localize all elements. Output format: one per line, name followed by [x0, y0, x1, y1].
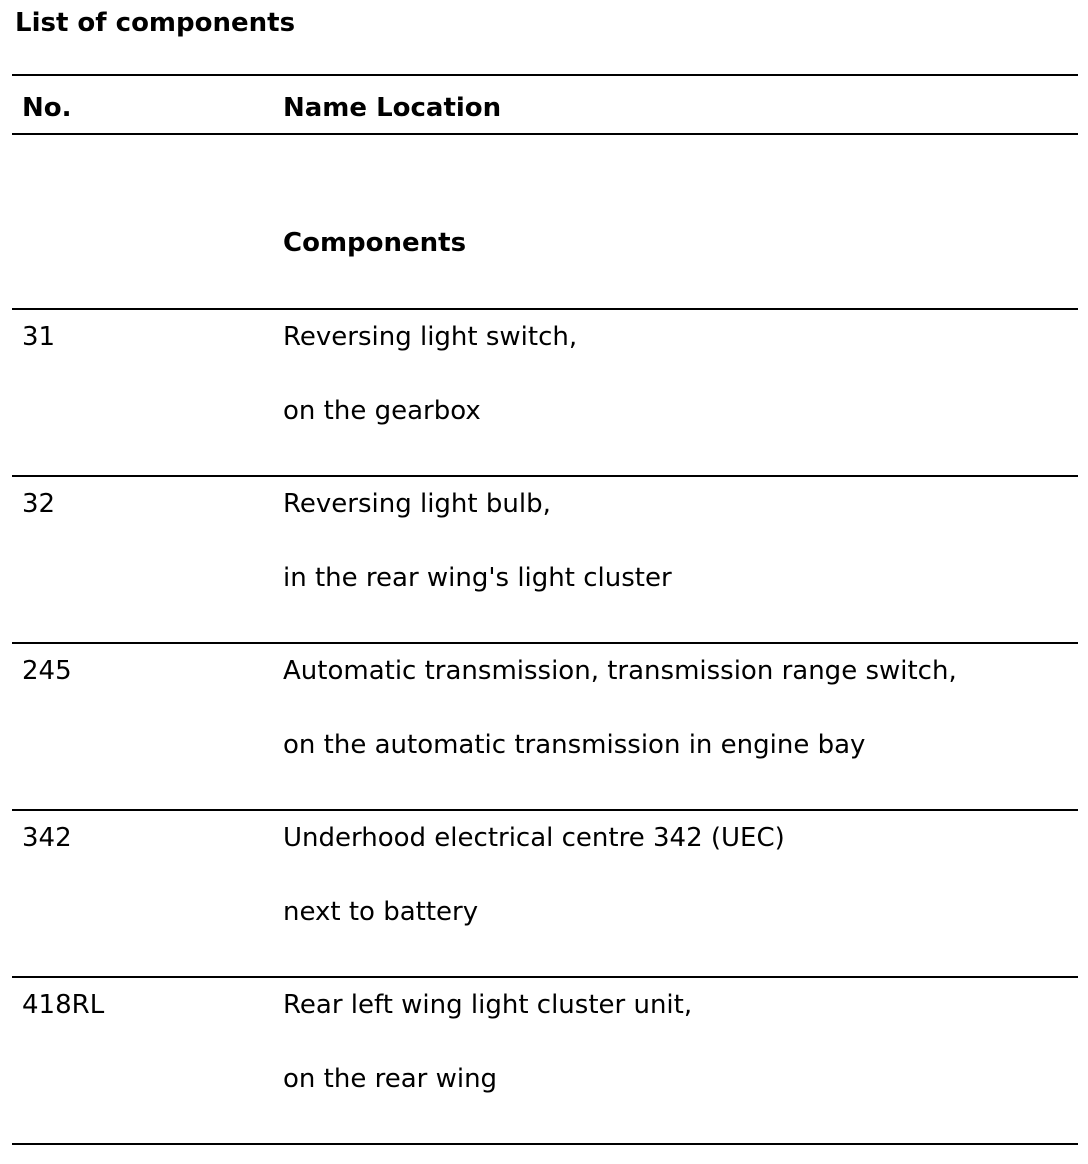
section-heading: Components [283, 228, 467, 258]
row-divider [12, 642, 1078, 644]
row-location: next to battery [283, 897, 479, 927]
row-number: 245 [22, 656, 72, 686]
row-name: Automatic transmission, transmission range switch, [283, 656, 957, 686]
row-number: 418RL [22, 990, 105, 1020]
row-number: 31 [22, 322, 56, 352]
header-number: No. [22, 93, 72, 123]
row-divider [12, 475, 1078, 477]
header-bottom-rule [12, 133, 1078, 135]
row-divider [12, 976, 1078, 978]
row-location: on the gearbox [283, 396, 481, 426]
row-name: Rear left wing light cluster unit, [283, 990, 693, 1020]
row-name: Reversing light switch, [283, 322, 578, 352]
row-number: 342 [22, 823, 72, 853]
row-location: on the rear wing [283, 1064, 498, 1094]
row-divider [12, 809, 1078, 811]
table-top-rule [12, 74, 1078, 76]
row-location: in the rear wing's light cluster [283, 563, 672, 593]
row-name: Underhood electrical centre 342 (UEC) [283, 823, 785, 853]
section-bottom-rule [12, 308, 1078, 310]
row-number: 32 [22, 489, 56, 519]
header-name-location: Name Location [283, 93, 502, 123]
row-location: on the automatic transmission in engine bay [283, 730, 866, 760]
row-name: Reversing light bulb, [283, 489, 551, 519]
page-title: List of components [15, 8, 296, 38]
table-bottom-rule [12, 1143, 1078, 1145]
